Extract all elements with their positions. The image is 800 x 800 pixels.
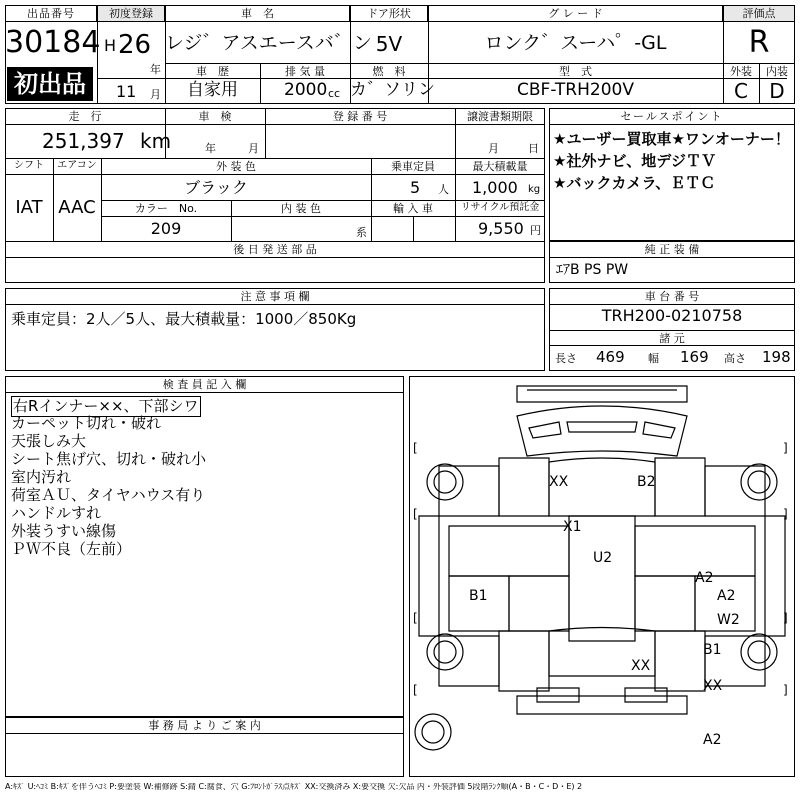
divider xyxy=(5,392,404,393)
ext-score-header: 外装 xyxy=(730,65,752,78)
inspector-line: ＰＷ不良（左前） xyxy=(11,540,132,558)
recycle-header: リサイクル預託金 xyxy=(460,202,540,213)
bracket: ] xyxy=(783,611,788,625)
intcolor-header: 内 装 色 xyxy=(281,202,321,215)
divider xyxy=(549,124,795,125)
width: 169 xyxy=(680,348,709,366)
divider xyxy=(5,733,404,734)
equipment: ｴｱB PS PW xyxy=(556,262,629,278)
color: ブラック xyxy=(184,178,248,197)
sales-points-header: セールスポイント xyxy=(620,110,724,123)
damage-mark: A2 xyxy=(717,588,736,604)
chassis-number: TRH200-0210758 xyxy=(601,306,743,325)
load: 1,000 xyxy=(472,178,518,197)
damage-mark: B1 xyxy=(469,588,488,604)
displacement: 2000 xyxy=(284,80,328,100)
inspector-line: 天張しみ大 xyxy=(11,432,87,450)
length: 469 xyxy=(596,348,625,366)
door-header: ドア形状 xyxy=(367,7,411,20)
divider xyxy=(549,330,795,331)
ac-header: エアコン xyxy=(57,160,97,171)
inspector-line: 荷室ＡＵ、タイヤハウス有り xyxy=(11,486,206,504)
chassis-header: 車 台 番 号 xyxy=(644,290,700,303)
width-label: 幅 xyxy=(648,352,659,365)
bracket: ] xyxy=(783,683,788,697)
divider xyxy=(549,345,795,346)
fuel-header: 燃 料 xyxy=(372,65,406,78)
load-header: 最大積載量 xyxy=(472,160,528,173)
transfer-tsuki: 月 xyxy=(488,142,499,155)
seats-header: 乗車定員 xyxy=(391,160,435,173)
bracket: [ xyxy=(413,507,418,521)
car-damage-diagram xyxy=(409,376,795,777)
history: 自家用 xyxy=(187,80,238,100)
bracket: [ xyxy=(413,441,418,455)
notes-header: 注 意 事 項 欄 xyxy=(240,290,310,303)
model-header: 型 式 xyxy=(559,65,592,78)
divider xyxy=(101,216,545,217)
damage-mark: B2 xyxy=(637,474,656,490)
divider xyxy=(413,216,414,241)
reg-header: 初度登録 xyxy=(109,7,153,20)
divider xyxy=(5,257,545,258)
divider xyxy=(549,257,795,258)
divider xyxy=(165,63,723,64)
divider xyxy=(5,124,545,125)
divider xyxy=(5,304,545,305)
car-name: レジ゛アスエースバ゛ン xyxy=(165,32,372,54)
damage-mark: W2 xyxy=(717,612,740,628)
mileage-unit: km xyxy=(140,129,172,153)
color-header: 外 装 色 xyxy=(216,160,256,173)
shaken-header: 車 検 xyxy=(198,110,232,123)
sales-point-line: ★バックカメラ、ＥＴＣ xyxy=(553,174,716,192)
colorno-header: カラー No. xyxy=(134,202,198,215)
inspector-line: 外装うすい線傷 xyxy=(11,522,117,540)
inspector-header: 検 査 員 記 入 欄 xyxy=(162,378,247,391)
grade-header: グ レ ー ド xyxy=(548,7,603,20)
score: R xyxy=(748,25,770,60)
reg-era: H xyxy=(104,36,117,55)
bracket: [ xyxy=(413,683,418,697)
divider xyxy=(350,5,351,63)
lot-number: 30184 xyxy=(5,25,101,60)
shaken-tsuki: 月 xyxy=(248,142,259,155)
fuel: カ゛ソリン xyxy=(350,80,435,100)
inspector-line: カーペット切れ・破れ xyxy=(11,414,162,432)
int-score-header: 内装 xyxy=(766,65,788,78)
import-header: 輸 入 車 xyxy=(393,202,433,215)
height-label: 高さ xyxy=(724,352,746,365)
first-listing-badge: 初出品 xyxy=(7,67,93,101)
inspector-line: シート焦げ穴、切れ・破れ小 xyxy=(11,450,207,468)
plate-header: 登 録 番 号 xyxy=(332,110,388,123)
length-label: 長さ xyxy=(555,352,577,365)
notes: 乗車定員：2人／5人、最大積載量：1000／850Kg xyxy=(11,310,357,328)
damage-mark: XX xyxy=(549,474,569,490)
height: 198 xyxy=(762,348,791,366)
load-unit: kg xyxy=(528,184,541,195)
inspector-line: 右Rインナー××、下部シワ xyxy=(13,397,199,415)
score-header: 評価点 xyxy=(742,7,776,20)
divider xyxy=(5,174,545,175)
divider xyxy=(5,158,545,159)
transfer-header: 譲渡書類期限 xyxy=(467,110,533,123)
bracket-marks xyxy=(413,441,788,697)
mileage: 251,397 xyxy=(42,129,125,153)
bracket: ] xyxy=(783,441,788,455)
int-score: D xyxy=(769,79,785,103)
damage-mark: XX xyxy=(631,658,651,674)
seats-unit: 人 xyxy=(438,183,449,196)
reg-nen-label: 年 xyxy=(150,63,161,76)
shift-header: シフト xyxy=(14,160,44,171)
later-parts-header: 後 日 発 送 部 品 xyxy=(233,243,317,256)
shaken-nen: 年 xyxy=(205,142,216,155)
shift: IAT xyxy=(15,197,43,218)
damage-mark: X1 xyxy=(563,519,582,535)
equipment-header: 純 正 装 備 xyxy=(644,243,700,256)
reg-month: 11 xyxy=(116,82,137,101)
bracket: ] xyxy=(783,507,788,521)
recycle-unit: 円 xyxy=(530,224,541,237)
mileage-header: 走 行 xyxy=(68,110,102,123)
displacement-unit: cc xyxy=(328,87,341,100)
transfer-hi: 日 xyxy=(528,142,539,155)
divider xyxy=(549,304,795,305)
recycle-fee: 9,550 xyxy=(478,219,524,238)
model-code: CBF-TRH200V xyxy=(517,80,634,100)
lot-no-header: 出品番号 xyxy=(27,7,75,20)
reg-tsuki-label: 月 xyxy=(150,88,161,101)
ac: AAC xyxy=(58,197,96,218)
history-header: 車 歴 xyxy=(196,65,229,78)
office-header: 事 務 局 よ り ご 案 内 xyxy=(148,719,261,732)
displacement-header: 排 気 量 xyxy=(285,65,325,78)
sales-point-line: ★ユーザー買取車★ワンオーナー！ xyxy=(553,130,790,148)
divider xyxy=(97,78,787,79)
divider xyxy=(101,200,545,201)
damage-mark: B1 xyxy=(703,642,722,658)
damage-mark: A2 xyxy=(695,570,714,586)
inspector-line: ハンドルすれ xyxy=(11,504,102,522)
dims-header: 諸 元 xyxy=(659,332,685,345)
door-type: 5V xyxy=(375,32,403,56)
damage-mark: XX xyxy=(703,678,723,694)
bracket: [ xyxy=(413,611,418,625)
seats: 5 xyxy=(410,178,421,197)
name-header: 車 名 xyxy=(241,7,274,20)
intcolor-unit: 系 xyxy=(356,226,367,239)
legend: A:ｷｽﾞ U:ﾍｺﾐ B:ｷｽﾞを伴うﾍｺﾐ P:要塗装 W:補修跡 S:錆 C:腐食、穴 G:ﾌﾛﾝﾄｶﾞﾗｽ点ｷｽﾞ XX:交換済み X:要交換 欠:欠品 内・外装評価 5段階ﾗﾝｸ順(A・B・C・D・E) 2 xyxy=(5,783,583,791)
ext-score: C xyxy=(734,79,748,103)
damage-marks xyxy=(469,474,740,748)
grade: ロンク゛スーハ゜-GL xyxy=(484,32,667,54)
damage-mark: U2 xyxy=(593,550,613,566)
divider xyxy=(5,241,545,242)
reg-year: 26 xyxy=(118,30,152,60)
sales-point-line: ★社外ナビ、地デジＴＶ xyxy=(553,152,716,170)
inspector-line: 室内汚れ xyxy=(11,468,72,486)
damage-mark: A2 xyxy=(703,732,722,748)
colorno: 209 xyxy=(150,219,182,238)
